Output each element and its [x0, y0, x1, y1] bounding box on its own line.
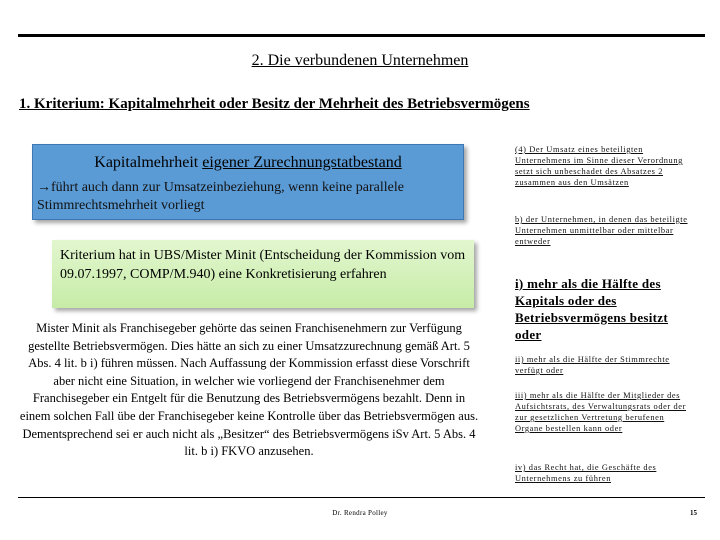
law-text-item-iii: iii) mehr als die Hälfte der Mitglieder des Aufsichtsrats, des Verwaltungsrats oder der zur gesetzlichen Vertretung berufenen Organe bestellen kann oder — [515, 391, 687, 433]
law-text-letter-b: b) der Unternehmen, in denen das beteiligte Unternehmen unmittelbar oder mittelbar entweder — [515, 215, 688, 246]
law-text-item-i: i) mehr als die Hälfte des Kapitals oder des Betriebsvermögens besitzt oder — [515, 276, 668, 342]
footer-author: Dr. Rendra Polley — [332, 509, 388, 517]
top-rule — [18, 34, 705, 37]
criterion-note-box: Kriterium hat in UBS/Mister Minit (Entscheidung der Kommission vom 09.07.1997, COMP/M.940) eine Konkretisierung erfahren — [52, 240, 474, 308]
law-text-item-ii: ii) mehr als die Hälfte der Stimmrechte verfügt oder — [515, 355, 670, 375]
key-point-heading — [33, 154, 463, 172]
page-title: 2. Die verbundenen Unternehmen — [251, 52, 469, 69]
case-explanation-paragraph: Mister Minit als Franchisegeber gehörte das seinen Franchisenehmern zur Verfügung gestellte Betriebsvermögen. Dies hätte an sich zu einer Umsatzzurechnung gemäß Art. 5 Abs. 4 lit. b i) führen müssen. Nach Auffassung der Kommission erfasst diese Vorschrift aber nicht eine Situation, in welcher wie vorliegend der Franchisenehmer dem Franchisegeber ein Entgelt für die Benutzung des Betriebsvermögens bezahlt. Denn in einem solchen Fall übe der Franchisegeber keine Kontrolle über das Betriebsvermögen aus. Dementsprechend sei er auch nicht als „Besitzer“ des Betriebsvermögens iSv Art. 5 Abs. 4 lit. b i) FKVO anzusehen. — [19, 321, 479, 459]
law-text-intro: (4) Der Umsatz eines beteiligten Unternehmens im Sinne dieser Verordnung setzt sich unbeschadet des Absatzes 2 zusammen aus den Umsätzen — [515, 145, 683, 187]
page-number: 15 — [690, 509, 697, 517]
key-point-body: →führt auch dann zur Umsatzeinbeziehung, wenn keine parallele Stimmrechtsmehrheit vorliegt — [37, 180, 404, 213]
bottom-rule — [18, 497, 705, 498]
section-subtitle: 1. Kriterium: Kapitalmehrheit oder Besitz der Mehrheit des Betriebsvermögens — [19, 96, 530, 112]
key-point-box — [32, 144, 464, 220]
key-point-heading-plain: Kapitalmehrheit — [94, 154, 203, 171]
law-text-item-iv: iv) das Recht hat, die Geschäfte des Unternehmens zu führen — [515, 463, 657, 483]
key-point-heading-underlined: eigener Zurechnungstatbestand — [202, 154, 402, 171]
